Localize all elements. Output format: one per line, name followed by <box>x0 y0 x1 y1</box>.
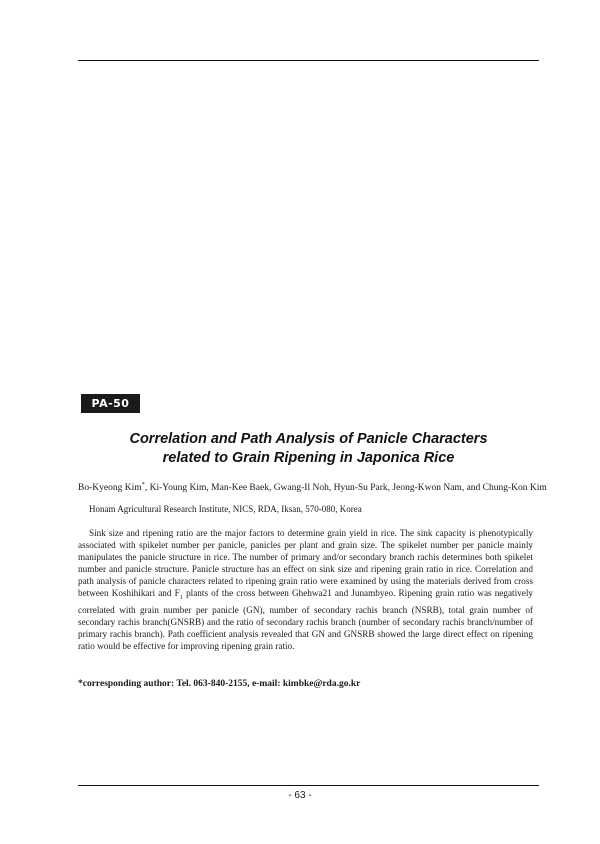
abstract-paragraph <box>78 527 533 652</box>
co-authors: , Ki-Young Kim, Man-Kee Baek, Gwang-Il Noh, Hyun-Su Park, Jeong-Kwon Nam, and Chung-Kon Kim <box>144 483 547 494</box>
abstract-text-2: plants of the cross between Ghehwa21 and Junambyeo. Ripening grain ratio was negatively correlated with grain number per panicle (GN), number of secondary rachis branch (NSRB), total grain number of secondary rachis branch(GNSRB) and the ratio of secondary rachis branch (number of secondary rachis branch/number of primary rachis branch). Path coefficient analysis revealed that GN and GNSRB showed the large direct effect on ripening ratio would be effective for improving ripening grain ratio. <box>78 588 533 651</box>
affiliation: Honam Agricultural Research Institute, NICS, RDA, Iksan, 570-080, Korea <box>89 504 362 514</box>
poster-id-badge: PA-50 <box>81 394 140 413</box>
corresponding-mark: * <box>141 481 145 488</box>
abstract-text-1: Sink size and ripening ratio are the major factors to determine grain yield in rice. The sink capacity is phenotypically associated with spikelet number per panicle, panicles per plant and grain size. The spikelet number per panicle mainly manipulates the panicle structure in rice. The number of primary and/or secondary branch rachis determines both spikelet number and panicle structure. Panicle structure has an effect on sink size and ripening grain ratio in rice. Correlation and path analysis of panicle characters related to ripening grain ratio were examined by using the materials derived from cross between Koshihikari and F <box>78 528 533 598</box>
top-rule <box>78 60 539 61</box>
bottom-rule <box>78 785 539 786</box>
author-list <box>78 479 547 494</box>
first-author: Bo-Kyeong Kim <box>78 483 142 494</box>
paper-title-line-1: Correlation and Path Analysis of Panicle Characters <box>129 431 488 447</box>
page-number: - 63 - <box>288 790 312 801</box>
corresponding-author: *corresponding author: Tel. 063-840-2155, e-mail: kimbke@rda.go.kr <box>78 679 361 689</box>
paper-title-line-2: related to Grain Ripening in Japonica Rice <box>162 450 455 466</box>
f1-subscript: 1 <box>179 593 183 601</box>
